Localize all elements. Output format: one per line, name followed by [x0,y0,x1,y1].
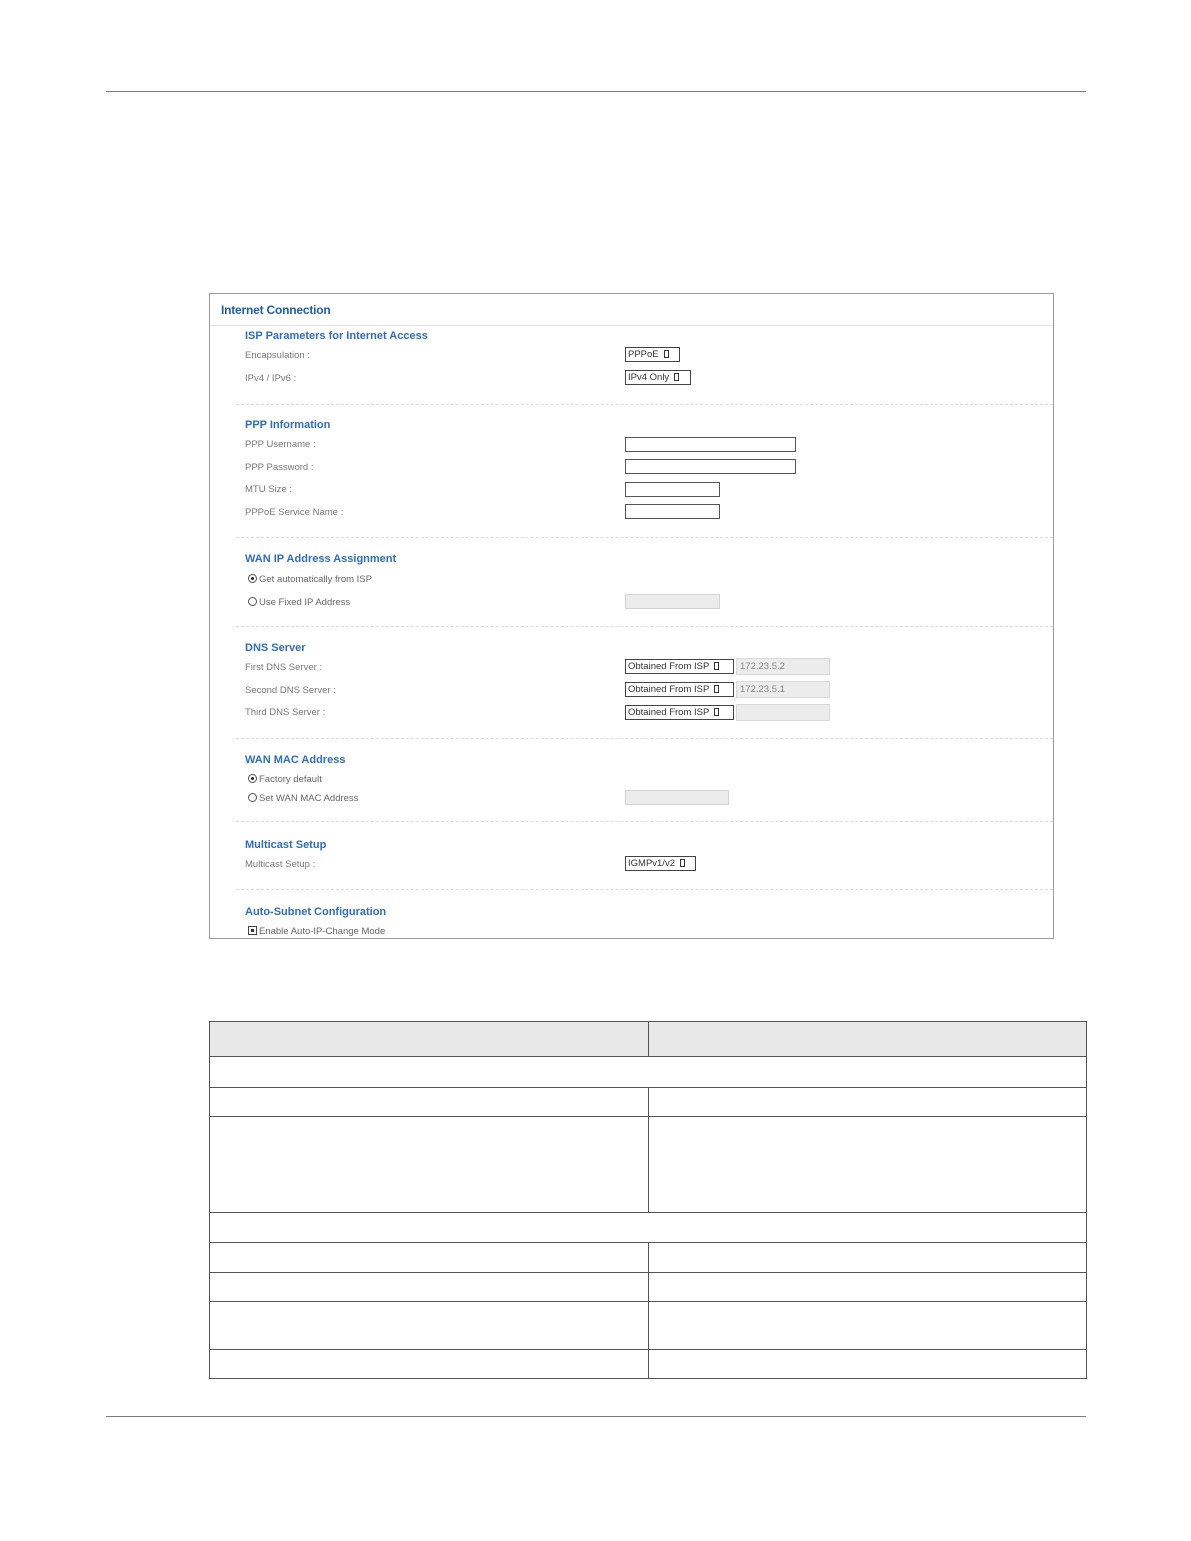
ppp-username-label: PPP Username : [245,439,316,450]
table-cell [210,1302,649,1350]
table-cell [210,1243,649,1273]
second-dns-value[interactable]: 172.23.5.1 [736,681,830,698]
first-dns-label: First DNS Server : [245,662,323,673]
section-divider [236,404,1053,405]
table-cell [210,1273,649,1302]
encapsulation-label: Encapsulation : [245,350,310,361]
chevron-down-icon [664,350,669,358]
encapsulation-select[interactable]: PPPoE [625,347,680,362]
ppp-section-heading: PPP Information [245,419,331,431]
table-row [210,1243,1087,1273]
first-dns-value[interactable]: 172.23.5.2 [736,658,830,675]
description-table [209,1021,1087,1379]
table-row [210,1088,1087,1117]
mac-set-option[interactable]: Set WAN MAC Address [248,793,358,804]
section-divider [236,821,1053,822]
auto-ip-change-checkbox[interactable] [248,926,257,935]
table-header-cell [210,1022,649,1057]
table-cell [648,1088,1087,1117]
table-row [210,1117,1087,1213]
auto-ip-change-option[interactable]: Enable Auto-IP-Change Mode [248,926,385,937]
footer-rule [106,1416,1086,1417]
pppoe-service-input[interactable] [625,504,720,519]
table-cell [648,1302,1087,1350]
table-cell [648,1117,1087,1213]
radio-selected[interactable] [248,774,257,783]
ppp-password-input[interactable] [625,459,796,474]
isp-section-heading: ISP Parameters for Internet Access [245,330,428,342]
multicast-select[interactable]: IGMPv1/v2 [625,856,696,871]
radio-unselected[interactable] [248,793,257,802]
table-cell [210,1117,649,1213]
multicast-label: Multicast Setup : [245,859,316,870]
table-cell [210,1350,649,1379]
table-row [210,1350,1087,1379]
table-cell [210,1088,649,1117]
table-cell [210,1213,1087,1243]
third-dns-select[interactable]: Obtained From ISP [625,705,734,720]
table-header-cell [648,1022,1087,1057]
chevron-down-icon [674,373,679,381]
chevron-down-icon [714,708,719,716]
section-divider [236,537,1053,538]
table-cell [648,1350,1087,1379]
mtu-size-input[interactable] [625,482,720,497]
second-dns-label: Second DNS Server : [245,685,336,696]
ipver-label: IPv4 / IPv6 : [245,373,297,384]
internet-connection-panel [209,293,1054,939]
chevron-down-icon [714,662,719,670]
wanip-auto-option[interactable]: Get automatically from ISP [248,574,372,585]
table-cell [648,1273,1087,1302]
radio-unselected[interactable] [248,597,257,606]
wanip-fixed-option[interactable]: Use Fixed IP Address [248,597,350,608]
table-row [210,1302,1087,1350]
third-dns-label: Third DNS Server : [245,707,326,718]
ppp-password-label: PPP Password : [245,462,314,473]
chevron-down-icon [680,859,685,867]
wanip-section-heading: WAN IP Address Assignment [245,553,397,565]
autosubnet-section-heading: Auto-Subnet Configuration [245,906,387,918]
table-row [210,1057,1087,1088]
multicast-section-heading: Multicast Setup [245,839,327,851]
mtu-size-label: MTU Size : [245,484,292,495]
title-divider [210,325,1053,326]
mac-section-heading: WAN MAC Address [245,754,346,766]
pppoe-service-label: PPPoE Service Name : [245,507,344,518]
mac-factory-option[interactable]: Factory default [248,774,322,785]
header-rule [106,91,1086,92]
ipver-select[interactable]: IPv4 Only [625,370,691,385]
ppp-username-input[interactable] [625,437,796,452]
third-dns-value[interactable] [736,704,830,721]
table-row [210,1273,1087,1302]
fixed-ip-input[interactable] [625,594,720,609]
table-row [210,1213,1087,1243]
table-header-row [210,1022,1087,1057]
second-dns-select[interactable]: Obtained From ISP [625,682,734,697]
section-divider [236,738,1053,739]
table-cell [648,1243,1087,1273]
dns-section-heading: DNS Server [245,642,306,654]
chevron-down-icon [714,685,719,693]
radio-selected[interactable] [248,574,257,583]
wan-mac-input[interactable] [625,790,729,805]
section-divider [236,626,1053,627]
section-divider [236,889,1053,890]
panel-title: Internet Connection [221,303,331,317]
table-cell [210,1057,1087,1088]
first-dns-select[interactable]: Obtained From ISP [625,659,734,674]
